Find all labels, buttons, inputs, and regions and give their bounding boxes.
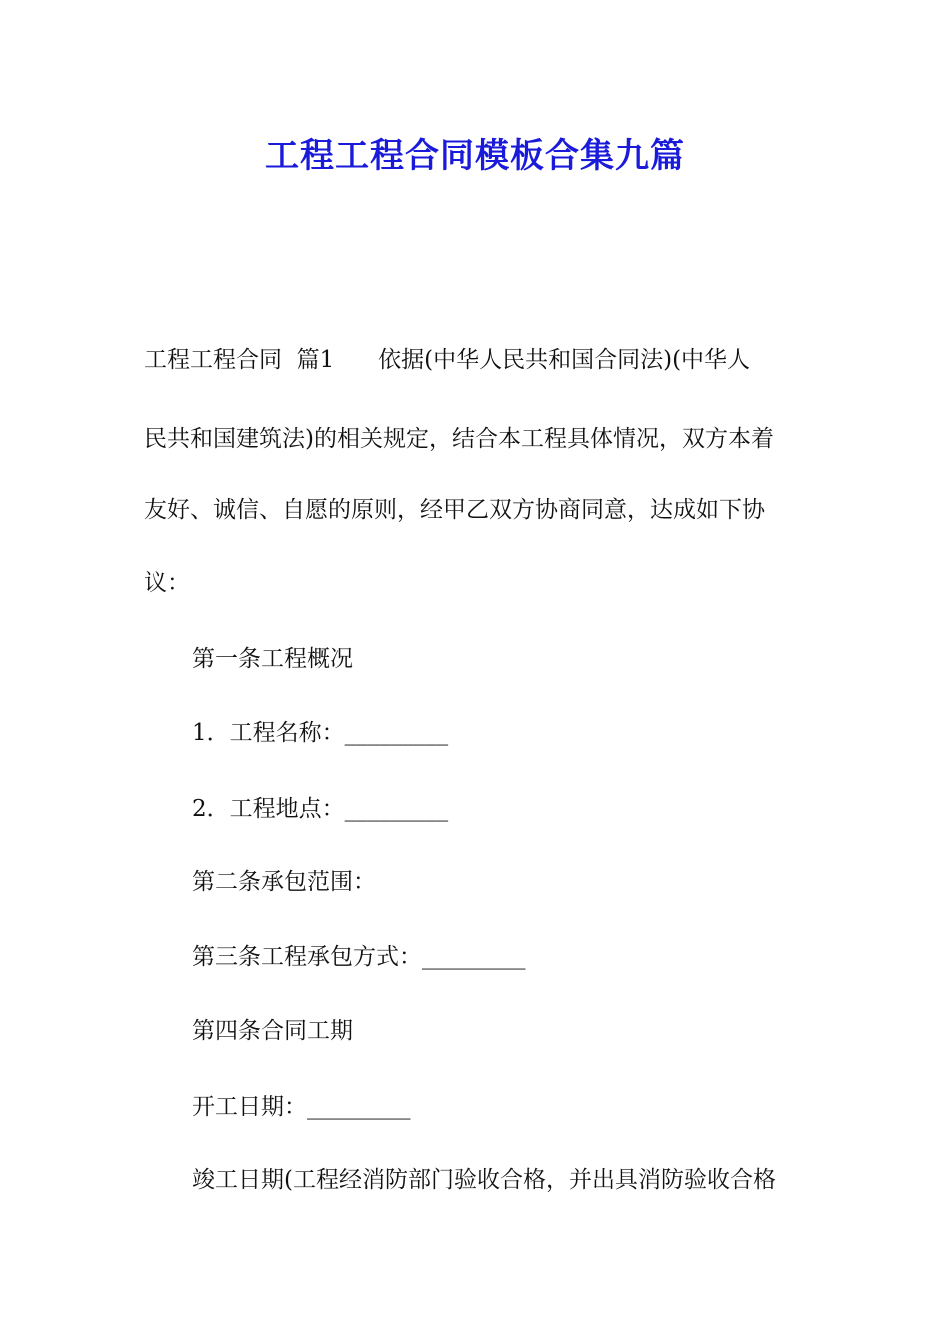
intro-line-3: 友好、诚信、自愿的原则，经甲乙双方协商同意，达成如下协 [144, 497, 765, 523]
clause-line: 开工日期：_________ [192, 1094, 411, 1120]
clause-line: 第四条合同工期 [192, 1018, 353, 1044]
clause-line: 第一条工程概况 [192, 646, 353, 672]
intro-line-4: 议： [144, 570, 190, 596]
clause-line: 第三条工程承包方式：_________ [192, 944, 526, 970]
clause-line: 1．工程名称：_________ [192, 720, 449, 746]
clause-line: 第二条承包范围： [192, 869, 376, 895]
document-title: 工程工程合同模板合集九篇 [265, 136, 685, 176]
intro-line-1: 工程工程合同 篇1 依据(中华人民共和国合同法)(中华人 [144, 347, 751, 373]
intro-line-2: 民共和国建筑法)的相关规定，结合本工程具体情况，双方本着 [144, 426, 774, 452]
clause-line: 2．工程地点：_________ [192, 796, 449, 822]
clause-line: 竣工日期(工程经消防部门验收合格，并出具消防验收合格 [192, 1167, 776, 1193]
